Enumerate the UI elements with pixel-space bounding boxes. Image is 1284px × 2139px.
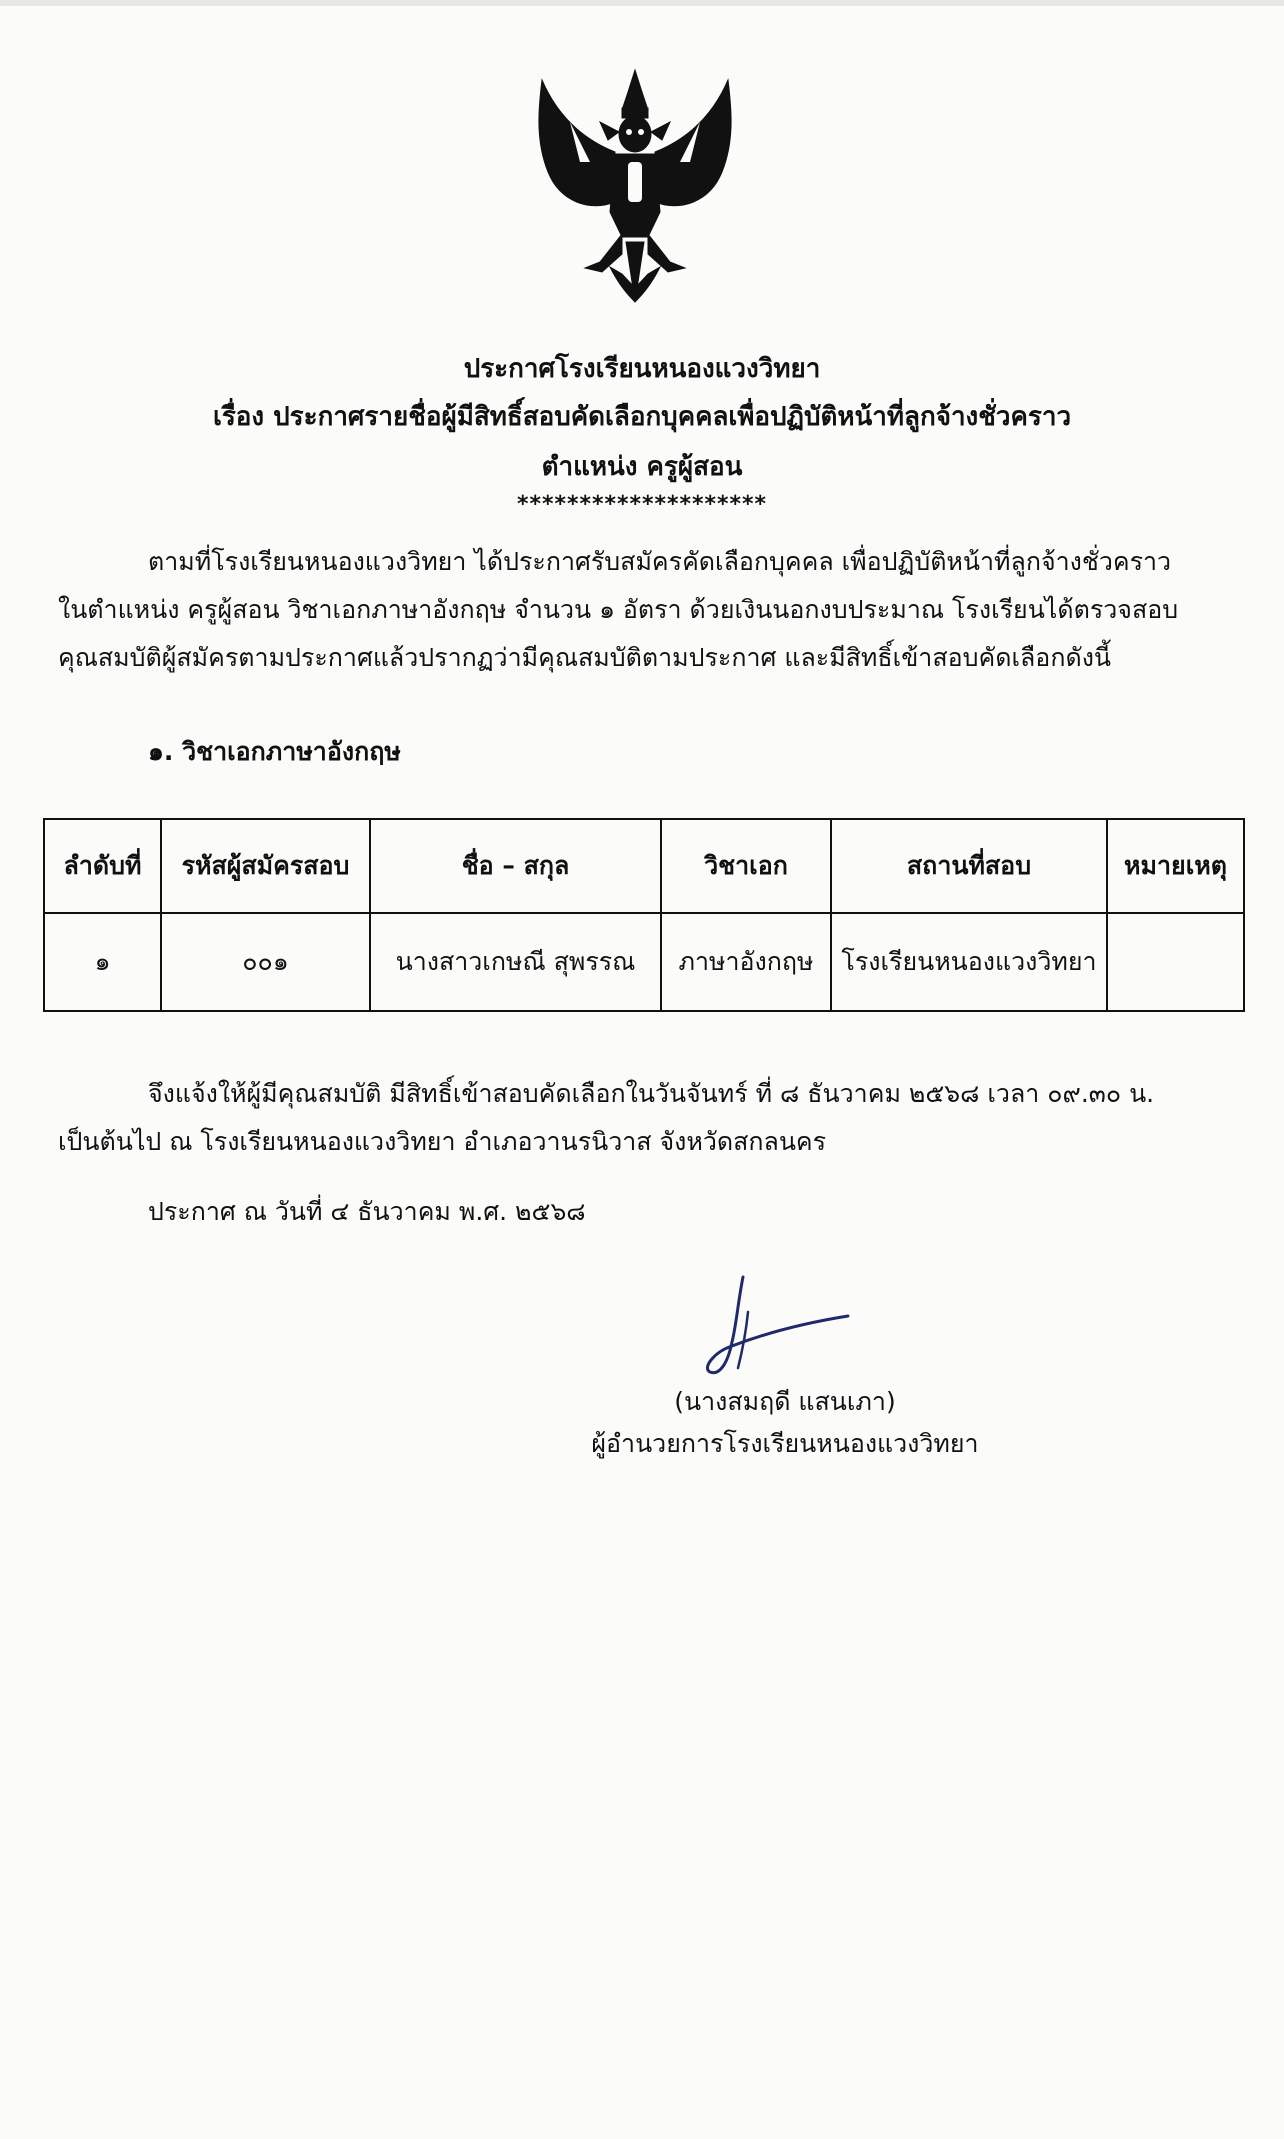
cell-full-name: นางสาวเกษณี สุพรรณ [370,913,661,1011]
garuda-emblem-icon [530,62,740,312]
col-header-major: วิชาเอก [661,819,831,913]
col-header-order: ลำดับที่ [44,819,161,913]
intro-line-1: ตามที่โรงเรียนหนองแวงวิทยา ได้ประกาศรับสมัครคัดเลือกบุคคล เพื่อปฏิบัติหน้าที่ลูกจ้างชั่วคราว [148,547,1172,576]
cell-remarks [1107,913,1244,1011]
col-header-full-name: ชื่อ – สกุล [370,819,661,913]
signatory-title: ผู้อำนวยการโรงเรียนหนองแวงวิทยา [591,1429,979,1458]
intro-line-2: ในตำแหน่ง ครูผู้สอน วิชาเอกภาษาอังกฤษ จำนวน ๑ อัตรา ด้วยเงินนอกงบประมาณ โรงเรียนได้ตรวจสอบ [58,595,1179,624]
announce-date: ประกาศ ณ วันที่ ๔ ธันวาคม พ.ศ. ๒๕๖๘ [148,1197,586,1226]
cell-major: ภาษาอังกฤษ [661,913,831,1011]
header-divider: ******************** [516,492,768,517]
announcement-position: ตำแหน่ง ครูผู้สอน [541,452,743,482]
cell-order: ๑ [44,913,161,1011]
table-header-row [44,819,1244,913]
col-header-exam-location: สถานที่สอบ [831,819,1107,913]
col-header-remarks: หมายเหตุ [1107,819,1244,913]
signature-mark [688,1272,858,1382]
announcement-subject: เรื่อง ประกาศรายชื่อผู้มีสิทธิ์สอบคัดเลือกบุคคลเพื่อปฏิบัติหน้าที่ลูกจ้างชั่วคราว [212,402,1072,432]
announcement-title: ประกาศโรงเรียนหนองแวงวิทยา [463,354,821,384]
col-header-applicant-id: รหัสผู้สมัครสอบ [161,819,370,913]
page-top-edge [0,0,1284,6]
notice-line-1: จึงแจ้งให้ผู้มีคุณสมบัติ มีสิทธิ์เข้าสอบคัดเลือกในวันจันทร์ ที่ ๘ ธันวาคม ๒๕๖๘ เวลา ๐๙.๓๐ น. [148,1079,1155,1108]
section-heading: ๑. วิชาเอกภาษาอังกฤษ [148,737,401,766]
cell-exam-location: โรงเรียนหนองแวงวิทยา [831,913,1107,1011]
cell-applicant-id: ๐๐๑ [161,913,370,1011]
signatory-name: (นางสมฤดี แสนเภา) [674,1387,896,1416]
candidate-table [43,818,1245,1012]
notice-line-2: เป็นต้นไป ณ โรงเรียนหนองแวงวิทยา อำเภอวานรนิวาส จังหวัดสกลนคร [58,1127,827,1156]
table-row [44,913,1244,1011]
intro-line-3: คุณสมบัติผู้สมัครตามประกาศแล้วปรากฏว่ามีคุณสมบัติตามประกาศ และมีสิทธิ์เข้าสอบคัดเลือกดังนี้ [58,643,1111,672]
